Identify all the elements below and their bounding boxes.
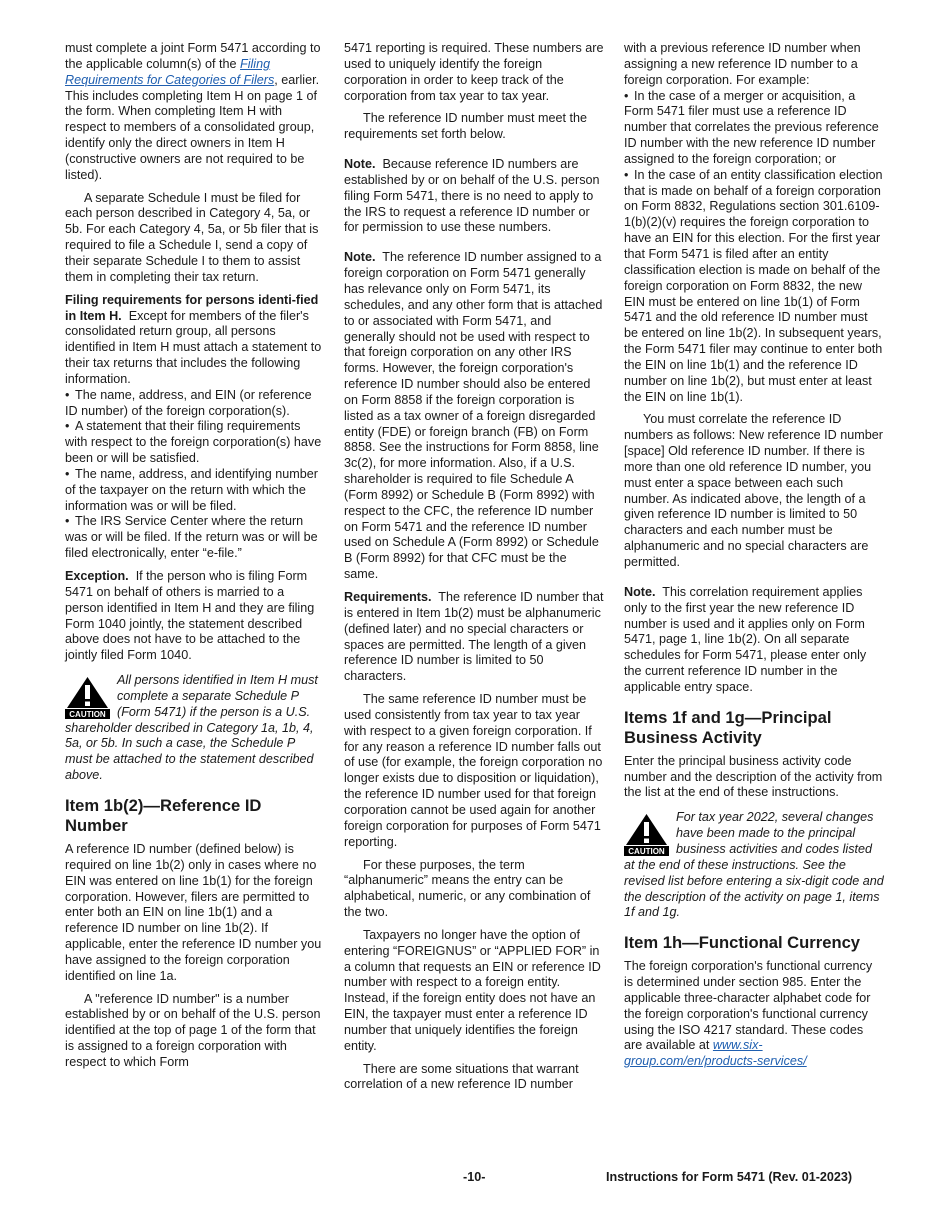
paragraph: with a previous reference ID number when assigning a new reference ID number to a foreign corporation. For example: <box>624 41 861 87</box>
caution-icon <box>65 675 110 719</box>
paragraph: The same reference ID number must be used consistently from tax year to tax year with respect to a given foreign corporation. If for any reason a reference ID number falls out of use (for example, the foreign corporation no longer exists due to disposition or liquidation), the reference ID number used for that foreign corporation cannot be used again for another foreign corporation for purposes of Form 5471 reporting. <box>344 692 603 849</box>
paragraph: Exception. If the person who is filing Form 5471 on behalf of others is married to a person identified in Item H and they are filing Form 1040 jointly, the statement described above does not have to be attached to the jointly filed Form 1040. <box>65 569 315 663</box>
paragraph: You must correlate the reference ID numbers as follows: New reference ID number [space] Old reference ID number. If there is more than one old reference ID number, you must enter a space between each such number. As indicated above, the length of a given reference ID number is limited to 50 characters and each number must be alphanumeric and no special characters are permitted. <box>624 412 883 569</box>
paragraph: There are some situations that warrant correlation of a new reference ID number <box>344 1061 579 1092</box>
paragraph: must complete a joint Form 5471 according to the applicable column(s) of the Filing Requirements for Categories of Filers, earlier. This includes completing Item H on page 1 of the form. When completing Item H with respect to members of a consolidated group, identify only the direct owners in Item H (constructive owners are not required to be listed). <box>65 41 321 182</box>
caution-icon <box>624 812 669 856</box>
caution-note: CAUTION For tax year 2022, several changes have been made to the principal business activities and codes listed at the end of these instructions. See the revised list before entering a six-digit code and the description of the activity on page 1, items 1f and 1g. <box>624 810 884 920</box>
column-2 <box>344 41 604 1100</box>
paragraph: A separate Schedule I must be filed for each person described in Category 4, 5a, or 5b. For each Category 4, 5a, or 5b filer that is required to file a Schedule I, send a copy of their separate Schedule I to them to assist them in completing their tax return. <box>65 190 319 284</box>
column-1 <box>65 41 325 1078</box>
list-item: • The name, address, and identifying number of the taxpayer on the return with which the information was or will be filed. <box>65 466 318 513</box>
list-item: • In the case of an entity classification election that is made on behalf of a foreign corporation on Form 8832, Regulations section 301.6109-1(b)(2)(v) requires the foreign corporation to have an EIN for this election. For the first year that Form 5471 is filed after an entity classification election is made on behalf of the foreign corporation on Form 8832, the new EIN must be entered on line 1b(1) of Form 5471 and the old reference ID number must be entered on line 1b(2). In subsequent years, the Form 5471 filer may continue to enter both the EIN on line 1b(1) and the reference ID number on line 1b(2), but must enter at least the EIN on line 1b(1). <box>624 167 883 404</box>
run-in-heading: Requirements. <box>344 590 432 604</box>
section-heading: Items 1f and 1g—Principal Business Activity <box>624 707 832 747</box>
list-item: • In the case of a merger or acquisition, a Form 5471 filer must use a reference ID number that correlates the previous reference ID number with the new reference ID number assigned to the foreign corporation; or <box>624 88 879 166</box>
paragraph: Requirements. The reference ID number that is entered in Item 1b(2) must be alphanumeric (defined later) and no special characters or spaces are permitted. The length of a given reference ID number is limited to 50 characters. <box>344 590 604 684</box>
run-in-heading: Filing requirements for persons identi-fied in Item H. <box>65 292 319 323</box>
run-in-heading: Note. <box>344 157 376 172</box>
list-item: • The name, address, and EIN (or reference ID number) of the foreign corporation(s). <box>65 387 312 418</box>
footer-title: Instructions for Form 5471 (Rev. 01-2023) <box>606 1170 853 1184</box>
paragraph: The foreign corporation's functional currency is determined under section 985. Enter the applicable three-character alphabet code for the foreign corporation's functional currency using the ISO 4217 standard. These codes are available at www.six-group.com/en/products-services/ <box>624 959 873 1069</box>
paragraph: Taxpayers no longer have the option of entering “FOREIGNUS” or “APPLIED FOR” in a column that requests an EIN or reference ID number with respect to a foreign entity. Instead, if the foreign entity does not have an EIN, the taxpayer must enter a reference ID number that uniquely identifies the foreign entity. <box>344 927 601 1053</box>
run-in-heading: Note. <box>624 584 656 599</box>
filing-requirements-link[interactable]: Filing Requirements for Categories of Filers <box>65 56 275 87</box>
paragraph: Note. The reference ID number assigned to a foreign corporation on Form 5471 generally has relevance only on Form 5471, its schedules, and any other form that is attached to or associated with Form 5471, and generally should not be used with respect to that foreign corporation on any other IRS forms. However, the foreign corporation's reference ID number should also be entered on Form 8858 if the foreign corporation is listed as a tax owner of a foreign disregarded entity (FDE) or foreign branch (FB) on Form 8858. See the instructions for Form 8858, line 3c(2), for more information. Also, if a U.S. shareholder is required to file Schedule A (Form 8992) or Schedule B (Form 8992) with respect to the CFC, the reference ID number on Form 5471 and the reference ID number used on Schedule A (Form 8992) or Schedule B (Form 8992) for that CFC must be the same. <box>344 250 603 582</box>
paragraph: Note. Because reference ID numbers are established by or on behalf of the U.S. person filing Form 5471, there is no need to apply to the IRS to request a reference ID number or for permission to use these numbers. <box>344 157 600 235</box>
run-in-heading: Note. <box>344 250 376 265</box>
paragraph: For these purposes, the term “alphanumeric” means the entry can be alphabetical, numeric, or any combination of the two. <box>344 857 591 920</box>
list-item: • A statement that their filing requirements with respect to the foreign corporation(s) have been or will be satisfied. <box>65 419 322 466</box>
svg-text:CAUTION: CAUTION <box>628 847 665 857</box>
paragraph: A "reference ID number" is a number established by or on behalf of the U.S. person identified at the top of page 1 of the form that is assigned to a foreign corporation with respect to which Form <box>65 991 321 1069</box>
column-3 <box>624 41 884 1077</box>
svg-text:CAUTION: CAUTION <box>69 710 106 720</box>
six-group-link[interactable]: www.six-group.com/en/products-services/ <box>624 1038 807 1069</box>
caution-note: CAUTION All persons identified in Item H must complete a separate Schedule P (Form 5471) if the person is a U.S. shareholder described in Category 1a, 1b, 4, 5a, or 5b. In such a case, the Schedule P must be attached to the statement described above. <box>65 673 318 783</box>
paragraph: Note. This correlation requirement applies only to the first year the new reference ID number is used and it applies only on Form 5471, page 1, line 1b(2). On all separate schedules for Form 5471, please enter only the current reference ID number in the applicable entry space. <box>624 584 867 694</box>
section-heading: Item 1h—Functional Currency <box>624 933 861 953</box>
paragraph: Filing requirements for persons identi-fied in Item H. Except for members of the filer's consolidated return group, all persons identified in Item H must attach a statement to their tax returns that includes the following information. <box>65 292 322 386</box>
run-in-heading: Exception. <box>65 569 129 583</box>
paragraph: 5471 reporting is required. These numbers are used to uniquely identify the foreign corporation in order to keep track of the corporation from tax year to tax year. <box>344 41 604 103</box>
page-number: -10- <box>463 1170 486 1184</box>
paragraph: A reference ID number (defined below) is required on line 1b(2) only in cases where no EIN was entered on line 1b(1) for the foreign corporation. However, filers are permitted to enter both an EIN on line 1b(1) and a reference ID number on line 1b(2). If applicable, enter the reference ID number you have assigned to the foreign corporation identified on line 1a. <box>65 841 322 983</box>
list-item: • The IRS Service Center where the return was or will be filed. If the return was or will be filed electronically, enter “e-file.” <box>65 514 318 561</box>
paragraph: Enter the principal business activity code number and the description of the activity from the list at the end of these instructions. <box>624 753 883 800</box>
paragraph: The reference ID number must meet the requirements set forth below. <box>344 111 587 142</box>
section-heading: Item 1b(2)—Reference ID Number <box>65 795 262 835</box>
